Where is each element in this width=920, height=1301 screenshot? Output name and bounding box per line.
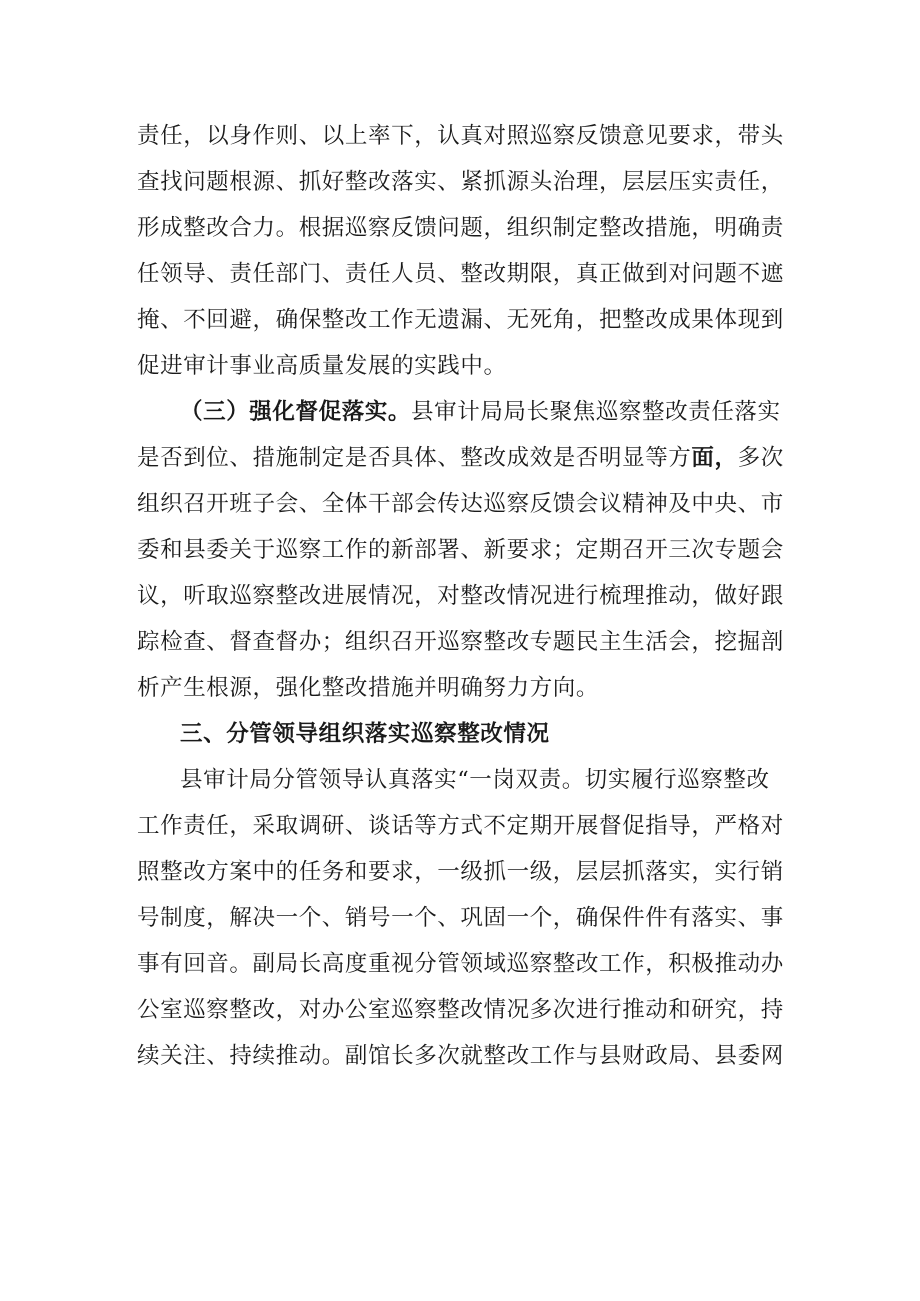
paragraph-line: 析产生根源，强化整改措施并明确努力方向。 bbox=[137, 675, 600, 701]
paragraph-line: 号制度，解决一个、销号一个、巩固一个，确保件件有落实、事 bbox=[137, 905, 784, 931]
section-3-heading: （三）强化督促落实。 bbox=[180, 399, 412, 425]
paragraph-line: 照整改方案中的任务和要求，一级抓一级，层层抓落实，实行销 bbox=[137, 859, 784, 885]
paragraph-line: 责任，以身作则、以上率下，认真对照巡察反馈意见要求，带头 bbox=[137, 123, 784, 149]
paragraph-line: 查找问题根源、抓好整改落实、紧抓源头治理，层层压实责任， bbox=[137, 169, 784, 195]
section-3-first-line bbox=[180, 397, 797, 427]
paragraph-line: 事有回音。副局长高度重视分管领域巡察整改工作，积极推动办 bbox=[137, 951, 784, 977]
paragraph-line: 掩、不回避，确保整改工作无遗漏、无死角，把整改成果体现到 bbox=[137, 307, 784, 333]
section-3-text: 是否到位、措施制定是否具体、整改成效是否明显等方 bbox=[137, 445, 692, 471]
paragraph-line: 公室巡察整改，对办公室巡察整改情况多次进行推动和研究，持 bbox=[137, 997, 784, 1023]
paragraph-line: 组织召开班子会、全体干部会传达巡察反馈会议精神及中央、市 bbox=[137, 491, 784, 517]
paragraph-line: 工作责任，采取调研、谈话等方式不定期开展督促指导，严格对 bbox=[137, 813, 784, 839]
paragraph-line: 县审计局分管领导认真落实“一岗双责。切实履行巡察整改 bbox=[180, 767, 770, 793]
paragraph-line: 促进审计事业高质量发展的实践中。 bbox=[137, 353, 507, 379]
part-3-heading: 三、分管领导组织落实巡察整改情况 bbox=[180, 721, 550, 747]
section-3-bold-char: 面， bbox=[691, 445, 738, 471]
section-3-text: 多次 bbox=[737, 445, 784, 471]
paragraph-line: 形成整改合力。根据巡察反馈问题，组织制定整改措施，明确责 bbox=[137, 215, 784, 241]
section-3-text: 县审计局局长聚焦巡察整改责任落实 bbox=[411, 399, 781, 425]
paragraph-line: 委和县委关于巡察工作的新部署、新要求；定期召开三次专题会 bbox=[137, 537, 784, 563]
section-3-line-2 bbox=[137, 443, 797, 473]
paragraph-line: 任领导、责任部门、责任人员、整改期限，真正做到对问题不遮 bbox=[137, 261, 784, 287]
paragraph-line: 议，听取巡察整改进展情况，对整改情况进行梳理推动，做好跟 bbox=[137, 583, 784, 609]
paragraph-line: 续关注、持续推动。副馆长多次就整改工作与县财政局、县委网 bbox=[137, 1043, 784, 1069]
paragraph-line: 踪检查、督查督办；组织召开巡察整改专题民主生活会，挖掘剖 bbox=[137, 629, 784, 655]
